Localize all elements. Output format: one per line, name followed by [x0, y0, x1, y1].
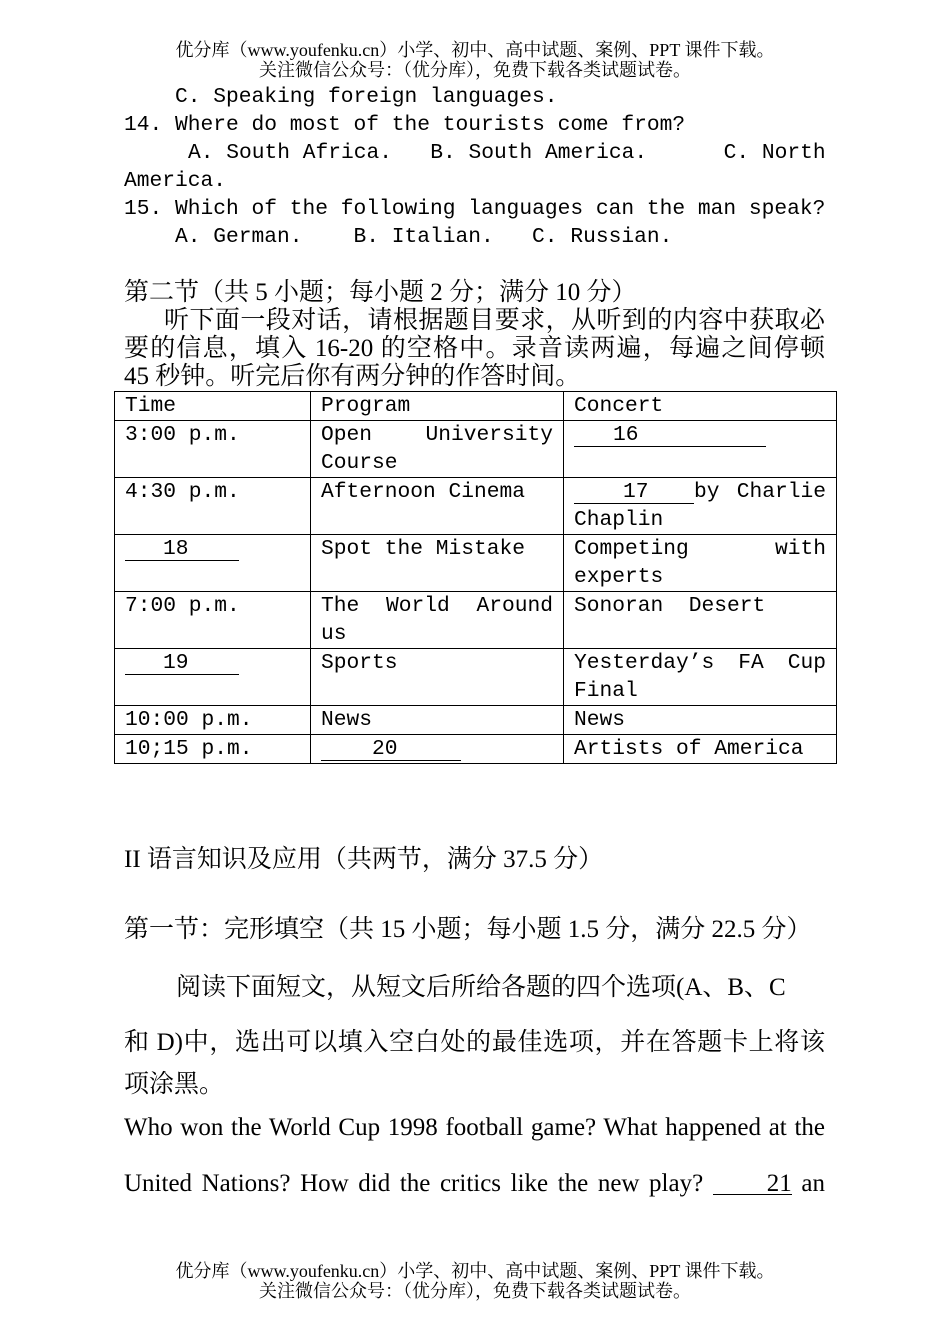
table-row — [115, 535, 837, 592]
table-row — [115, 649, 837, 706]
answer-blank-21: 21 — [713, 1168, 792, 1195]
cell-program: News — [311, 706, 564, 735]
q14-options-continuation: America. — [124, 169, 227, 193]
table-row — [115, 478, 837, 535]
site-header-line-2: 关注微信公众号：（优分库），免费下载各类试题试卷。 — [259, 60, 691, 80]
cell-concert: Yesterday’s FA Cup Final — [564, 649, 837, 706]
cell-time: 10;15 p.m. — [115, 735, 311, 764]
q15-options: A. German. B. Italian. C. Russian. — [175, 225, 673, 249]
site-header-line-1: 优分库（www.youfenku.cn）小学、初中、高中试题、案例、PPT 课件下载。 — [175, 40, 775, 60]
section-2-instruction-line-3: 45 秒钟。听完后你有两分钟的作答时间。 — [124, 363, 581, 390]
cloze-instruction-line-2: 和 D)中，选出可以填入空白处的最佳选项，并在答题卡上将该 — [124, 1029, 825, 1056]
cell-concert: Artists of America — [564, 735, 837, 764]
cell-time: 7:00 p.m. — [115, 592, 311, 649]
section-2-heading: 第二节（共 5 小题；每小题 2 分；满分 10 分） — [124, 279, 637, 306]
table-header-row — [115, 392, 837, 421]
cell-program — [311, 735, 564, 764]
cloze-instruction-line-1: 阅读下面短文，从短文后所给各题的四个选项(A、B、C — [176, 974, 786, 1001]
passage-line-2-text: United Nations? How did the critics like the new play? — [124, 1170, 704, 1197]
passage-line-2-tail: an — [801, 1170, 825, 1197]
schedule-table — [114, 391, 837, 764]
q14-options: A. South Africa. B. South America. C. North — [188, 141, 826, 165]
header-time: Time — [115, 392, 311, 421]
cell-time: 3:00 p.m. — [115, 421, 311, 478]
answer-blank-19: 19 — [125, 649, 239, 675]
table-row — [115, 421, 837, 478]
passage-line-1: Who won the World Cup 1998 football game? What happened at the — [124, 1114, 825, 1141]
cell-concert-text: Sonoran Desert — [574, 594, 766, 618]
site-footer-line-2: 关注微信公众号：（优分库），免费下载各类试题试卷。 — [259, 1281, 691, 1301]
q15-stem: 15. Which of the following languages can the man speak? — [124, 197, 826, 221]
answer-blank-20: 20 — [321, 735, 461, 761]
cell-concert-text: by Charlie Chaplin — [574, 480, 826, 532]
cloze-instruction-line-3: 项涂黑。 — [124, 1071, 225, 1098]
cell-concert — [564, 592, 837, 649]
cell-program: Afternoon Cinema — [311, 478, 564, 535]
q13-option-c: C. Speaking foreign languages. — [175, 85, 558, 109]
q14-stem: 14. Where do most of the tourists come from? — [124, 113, 686, 137]
cell-time: 4:30 p.m. — [115, 478, 311, 535]
blank-line — [124, 251, 825, 279]
table-row — [115, 706, 837, 735]
cell-program: Spot the Mistake — [311, 535, 564, 592]
cell-concert — [564, 478, 837, 535]
header-program: Program — [311, 392, 564, 421]
cell-program: Sports — [311, 649, 564, 706]
answer-blank-18: 18 — [125, 535, 239, 561]
cell-time: 10:00 p.m. — [115, 706, 311, 735]
listening-section — [124, 83, 825, 391]
section-2-instruction-line-1: 听下面一段对话，请根据题目要求，从听到的内容中获取必 — [164, 307, 825, 334]
cell-concert: Competing with experts — [564, 535, 837, 592]
table-row — [115, 735, 837, 764]
cell-concert — [564, 421, 837, 478]
cell-program: The World Around us — [311, 592, 564, 649]
answer-blank-17: 17 — [574, 478, 694, 504]
site-footer-line-1: 优分库（www.youfenku.cn）小学、初中、高中试题、案例、PPT 课件下载。 — [175, 1261, 775, 1281]
section-2-instruction-line-2: 要的信息，填入 16-20 的空格中。录音读两遍，每遍之间停顿 — [124, 335, 825, 362]
table-row — [115, 592, 837, 649]
cell-concert: News — [564, 706, 837, 735]
answer-blank-16: 16 — [574, 421, 766, 447]
cell-time — [115, 535, 311, 592]
header-concert: Concert — [564, 392, 837, 421]
cell-time — [115, 649, 311, 706]
cell-program: Open University Course — [311, 421, 564, 478]
language-section-title: II 语言知识及应用（共两节，满分 37.5 分） — [124, 846, 604, 873]
cloze-heading: 第一节：完形填空（共 15 小题；每小题 1.5 分，满分 22.5 分） — [124, 916, 812, 943]
passage-line-2 — [124, 1168, 825, 1200]
